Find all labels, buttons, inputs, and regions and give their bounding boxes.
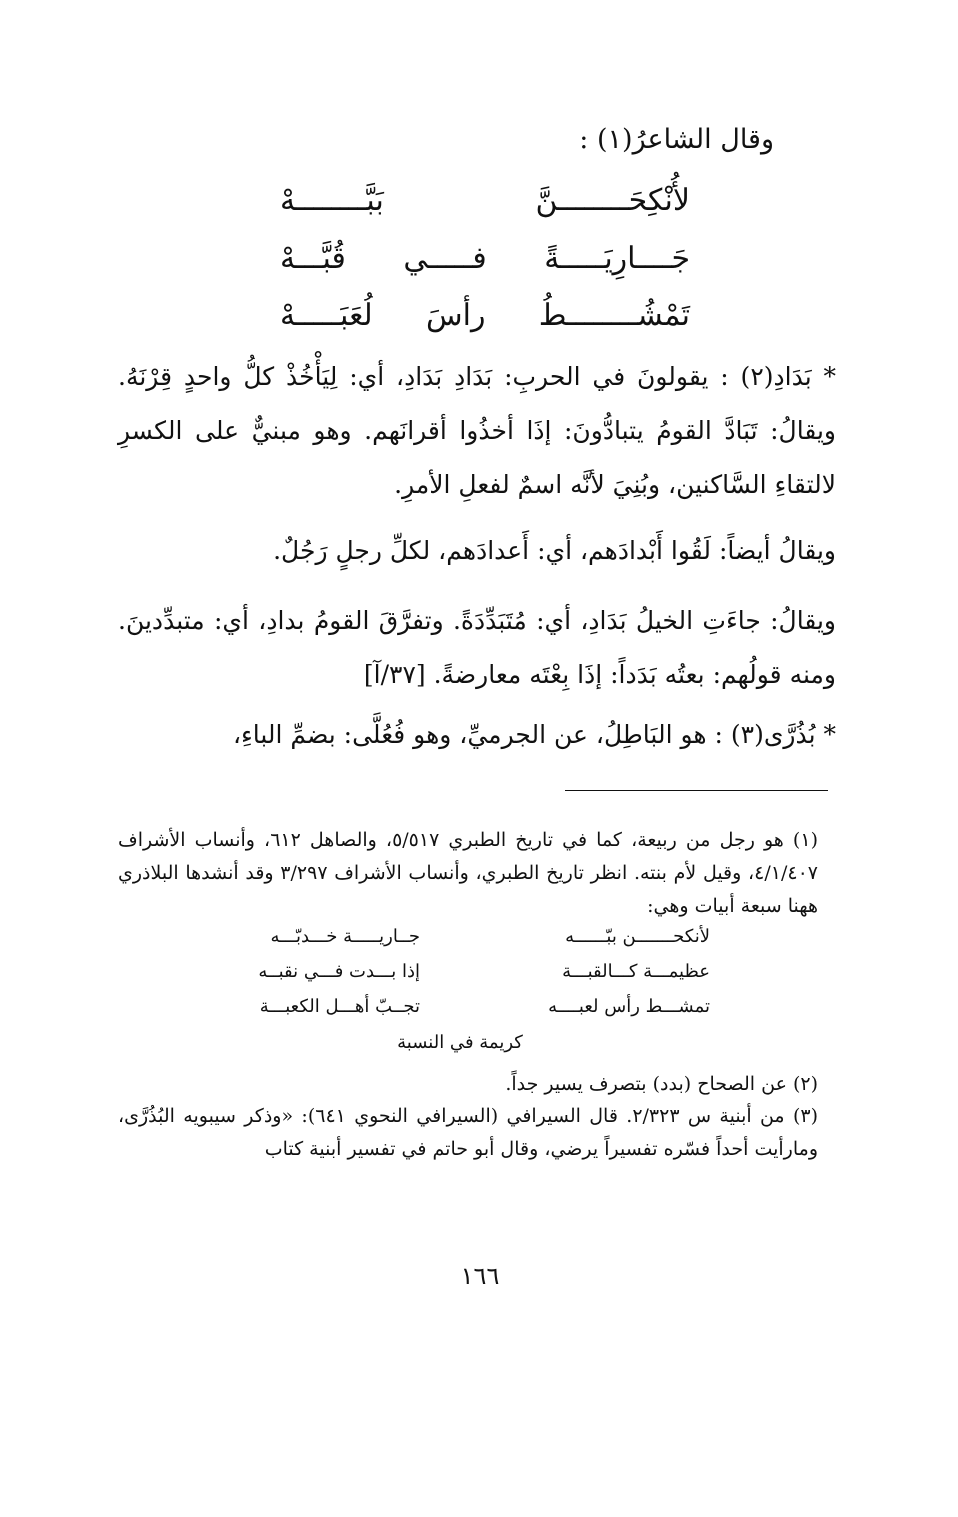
footnote-3: (٣) من أبنية س ٢/٣٢٣. قال السيرافي (السيرافي النحوي ٦٤١): «وذكر سيبويه البُذُرَّى، ومارأيت أحداً فسّره تفسيراً يرضي، وقال أبو حاتم في تفسير أبنية كتاب — [118, 1105, 818, 1160]
footnote-poem-right: لأنكحـــــــن ببّــــــه — [565, 926, 710, 947]
entry-badad: * بَدَادِ(٢) : يقولونَ في الحربِ: بَدَادِ بَدَادِ، أي: لِيَأْخُذْ كلُّ واحدٍ قِرْنَهُ. ويقالُ: تَبَادَّ القومُ يتبادُّونَ: إذَا أخذُوا أقرانَهم. وهو مبنيٌّ على الكسرِ لالتقاءِ السَّاكنين، وبُنِيَ لأنَّه اسمٌ لفعلِ الأمرِ. — [118, 362, 837, 499]
footnote-poem-left: تجــبّ أهـــل الكعبـــة — [259, 996, 420, 1017]
footnote-2: (٢) عن الصحاح (بدد) بتصرف يسير جداً. — [505, 1073, 818, 1095]
footnote-poem-right: تمشـــط رأس لعبــــه — [548, 996, 710, 1017]
footnote-1: (١) هو رجل من ربيعة، كما في تاريخ الطبري ٥/٥١٧، والصاهل ٦١٢، وأنساب الأشراف ٤/١/٤٠٧، وقيل لأم بنته. انظر تاريخ الطبري، وأنساب الأشراف ٣/٢٩٧ وقد أنشدها البلاذري ههنا سبعة أبيات وهي: — [118, 829, 818, 917]
paragraph-abdad: ويقالُ أيضاً: لَقُوا أَبْدادَهم، أي: أَعدادَهم، لكلِّ رجلٍ رَجُلٌ. — [273, 536, 836, 565]
verse-line-3: تَمْشُــــــــطُ رأسَ لُعَبَـــــهْ — [280, 298, 690, 333]
footnote-poem-left: إذا بـــدت فـــي نقبــه — [258, 961, 420, 982]
entry-budhurra: * بُذُرَّى(٣) : هو البَاطِلُ، عن الجرميِّ، وهو فُعُلَّى: بضمِّ الباءِ، — [232, 720, 836, 749]
footnote-poem-right: عظيمـــة كـــالقبـــة — [562, 961, 710, 982]
footnote-separator — [565, 790, 828, 791]
footnote-poem-left: جــاريـــــة خـــدبّـــه — [270, 926, 420, 947]
verse-line-2: جَــــارِيَـــــةً فـــــي قُبَّـــهْ — [280, 241, 690, 276]
paragraph-badad-khayl: ويقالُ: جاءَتِ الخيلُ بَدَادِ، أي: مُتَبَدِّدَةً. وتفرَّقَ القومُ بدادِ، أي: متبدِّدينَ. ومنه قولُهم: بعتُه بَدَداً: إذَا بِعْتَه معارضةً. [٣٧/آ] — [118, 606, 836, 689]
verse-line-1: لأُنْكِحَــــــــنَّ بَبَّــــــــهْ — [280, 183, 690, 218]
page-number: ١٦٦ — [460, 1262, 500, 1290]
footnote-poem-last: كريمة في النسبة — [397, 1032, 523, 1053]
poem-intro: وقال الشاعرُ(١) : — [579, 124, 774, 155]
